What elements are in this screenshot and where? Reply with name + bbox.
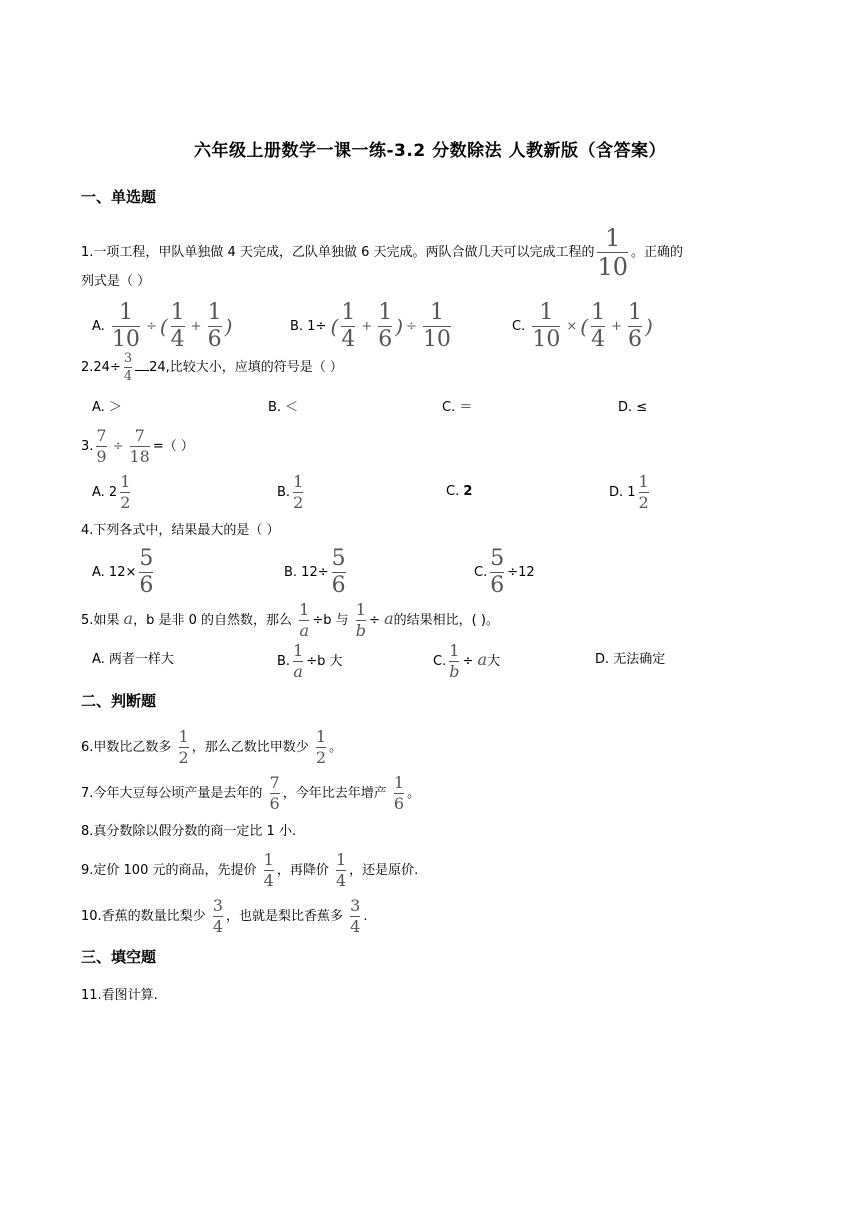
question-8: 8.真分数除以假分数的商一定比 1 小.	[81, 824, 297, 839]
section-heading-fill-in: 三、填空题	[81, 948, 157, 966]
fraction: $\frac{3}{4}$	[350, 896, 361, 936]
question-1	[81, 226, 683, 279]
fraction: $\frac{7}{18}$	[129, 426, 150, 466]
fraction: $\frac{5}{6}$	[490, 546, 505, 598]
q3-option-a[interactable]: A. 2 $\frac{1}{2}$	[92, 472, 131, 512]
fraction: $\frac{1}{10}$	[597, 224, 629, 281]
question-10: 10.香蕉的数量比梨少 $\frac{3}{4}$ ，也就是梨比香蕉多 $\frac{3}{4}$ .	[81, 896, 368, 936]
fraction: $\frac{3}{4}$	[212, 896, 224, 936]
q2-option-d[interactable]: D. ≤	[618, 400, 648, 415]
question-3: 3. $\frac{7}{9}$ ÷ $\frac{7}{18}$ =（ ）	[81, 426, 194, 466]
fraction: $\frac{5}{6}$	[139, 546, 154, 598]
q3-option-d[interactable]: D. 1 $\frac{1}{2}$	[609, 472, 649, 512]
fraction: $\frac{1}{b}$	[449, 641, 460, 681]
fraction: $\frac{1}{10}$	[532, 300, 561, 352]
fraction: $\frac{1}{6}$	[378, 300, 393, 352]
fraction: $\frac{1}{2}$	[638, 472, 649, 512]
q2-option-a[interactable]: A. ＞	[92, 400, 122, 415]
fraction: $\frac{1}{b}$	[355, 600, 367, 640]
q1-option-a[interactable]: A. $\frac{1}{10}$ ÷ ( $\frac{1}{4}$ + $\frac{1}{6}$ )	[92, 300, 233, 352]
fraction: $\frac{1}{2}$	[178, 727, 189, 767]
fraction: $\frac{1}{6}$	[627, 300, 642, 352]
question-1-text-end: 。正确的	[631, 245, 684, 260]
section-heading-single-choice: 一、单选题	[81, 188, 157, 206]
q5-option-d[interactable]: D. 无法确定	[595, 652, 666, 667]
q5-option-a[interactable]: A. 两者一样大	[92, 652, 174, 667]
question-9: 9.定价 100 元的商品，先提价 $\frac{1}{4}$ ，再降价 $\frac{1}{4}$ ，还是原价.	[81, 850, 419, 890]
fraction: $\frac{7}{6}$	[269, 773, 280, 813]
q5-option-b[interactable]: B. $\frac{1}{a}$ ÷b 大	[277, 641, 343, 681]
question-1-text: 1.一项工程，甲队单独做 4 天完成，乙队单独做 6 天完成。两队合做几天可以完成工程的	[81, 245, 595, 260]
question-4: 4.下列各式中，结果最大的是（ ）	[81, 523, 280, 538]
q1-option-b[interactable]: B. 1÷ ( $\frac{1}{4}$ + $\frac{1}{6}$ ) ÷ $\frac{1}{10}$	[290, 300, 451, 352]
fraction: $\frac{1}{6}$	[207, 300, 222, 352]
question-7: 7.今年大豆每公顷产量是去年的 $\frac{7}{6}$ ，今年比去年增产 $\frac{1}{6}$ 。	[81, 773, 421, 813]
q4-option-a[interactable]: A. 12× $\frac{5}{6}$	[92, 546, 154, 598]
fraction: $\frac{1}{10}$	[422, 300, 451, 352]
question-2: 2.24÷ $\frac{3}{4}$ 24,比较大小，应填的符号是（ ）	[81, 351, 343, 384]
question-6: 6.甲数比乙数多 $\frac{1}{2}$ ，那么乙数比甲数少 $\frac{1}{2}$ 。	[81, 727, 343, 767]
fraction: $\frac{1}{10}$	[111, 300, 140, 352]
fraction: $\frac{5}{6}$	[331, 546, 346, 598]
fraction: $\frac{1}{2}$	[293, 472, 304, 512]
fraction: $\frac{7}{9}$	[96, 426, 107, 466]
fraction: $\frac{1}{4}$	[591, 300, 606, 352]
fraction: $\frac{1}{2}$	[120, 472, 131, 512]
question-1-line-2: 列式是（ ）	[81, 274, 151, 289]
q4-option-c[interactable]: C. $\frac{5}{6}$ ÷12	[474, 546, 535, 598]
question-5: 5.如果 a，b 是非 0 的自然数，那么 $\frac{1}{a}$ ÷b 与 $\frac{1}{b}$ ÷ a的结果相比，( )。	[81, 600, 499, 640]
fraction: $\frac{1}{a}$	[299, 600, 310, 640]
question-11: 11.看图计算.	[81, 988, 158, 1003]
fraction: $\frac{1}{4}$	[341, 300, 356, 352]
q3-option-c[interactable]: C. 2	[446, 484, 473, 499]
fraction: $\frac{1}{a}$	[293, 641, 304, 681]
q2-option-b[interactable]: B. ＜	[268, 400, 299, 415]
q4-option-b[interactable]: B. 12÷ $\frac{5}{6}$	[284, 546, 346, 598]
answer-blank[interactable]	[135, 358, 149, 371]
q5-option-c[interactable]: C. $\frac{1}{b}$ ÷ a大	[433, 641, 501, 681]
section-heading-true-false: 二、判断题	[81, 692, 157, 710]
fraction: $\frac{1}{6}$	[393, 773, 405, 813]
page-title: 六年级上册数学一课一练-3.2 分数除法 人教新版（含答案）	[193, 141, 666, 161]
fraction: $\frac{1}{4}$	[263, 850, 274, 890]
q1-option-c[interactable]: C. $\frac{1}{10}$ × ( $\frac{1}{4}$ + $\frac{1}{6}$ )	[512, 300, 653, 352]
q3-option-b[interactable]: B. $\frac{1}{2}$	[277, 472, 304, 512]
fraction: $\frac{1}{2}$	[315, 727, 327, 767]
q2-option-c[interactable]: C. ＝	[442, 400, 473, 415]
fraction: $\frac{3}{4}$	[123, 351, 133, 384]
fraction: $\frac{1}{4}$	[335, 850, 347, 890]
fraction: $\frac{1}{4}$	[170, 300, 185, 352]
